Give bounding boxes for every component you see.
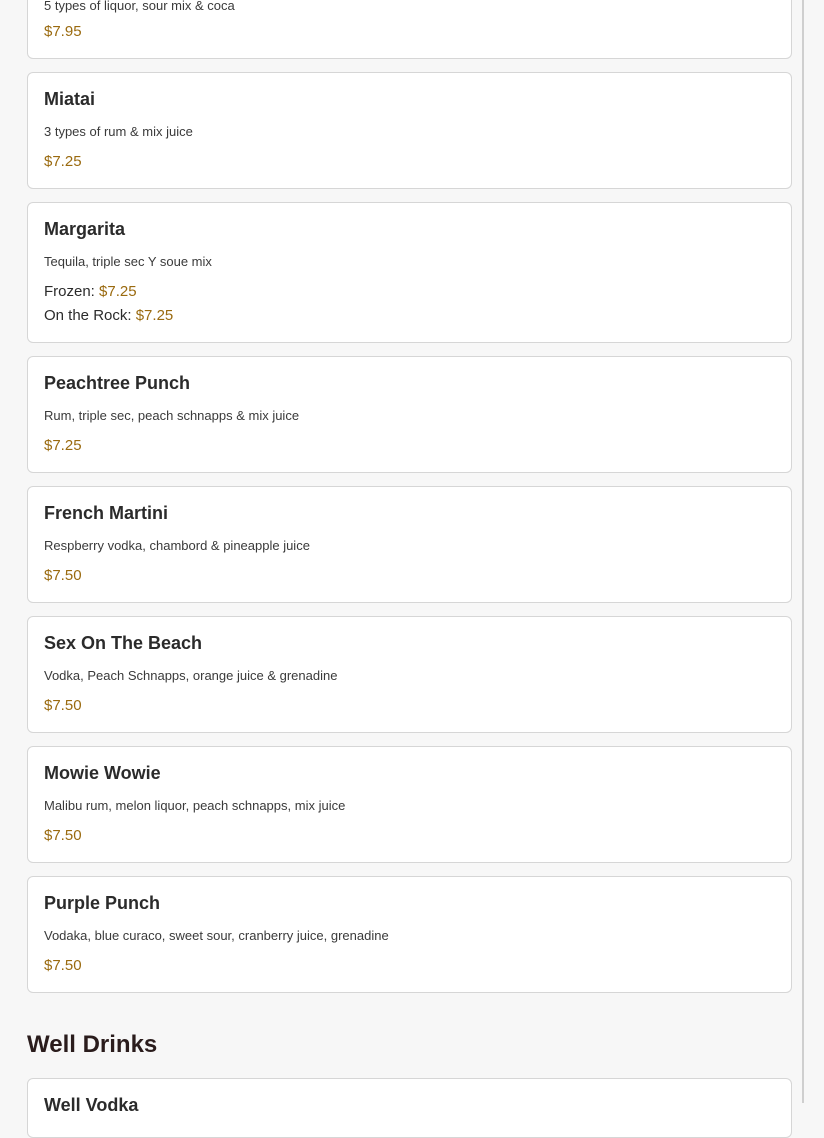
item-price: $7.95 [44, 23, 82, 40]
item-price-option [44, 307, 173, 324]
item-name: Sex On The Beach [44, 633, 203, 653]
item-description: 3 types of rum & mix juice [44, 124, 193, 139]
item-description: 5 types of liquor, sour mix & coca [44, 0, 235, 13]
menu-item-card[interactable] [27, 202, 792, 343]
item-name: Margarita [44, 219, 126, 239]
item-price: $7.50 [44, 957, 82, 974]
item-description: Malibu rum, melon liquor, peach schnapps, mix juice [44, 798, 346, 813]
item-price-option [44, 283, 137, 300]
item-description: Respberry vodka, chambord & pineapple juice [44, 538, 310, 553]
price-option-label: Frozen: [44, 283, 95, 300]
price-option-amount: $7.25 [135, 307, 174, 324]
menu-item-card[interactable] [27, 616, 792, 733]
item-price: $7.50 [44, 827, 82, 844]
item-price: $7.50 [44, 567, 82, 584]
menu-item-card[interactable] [27, 486, 792, 603]
item-name: Well Vodka [44, 1095, 139, 1115]
menu-item-card[interactable] [27, 72, 792, 189]
menu-item-card[interactable] [27, 876, 792, 993]
scroll-divider [802, 0, 804, 1103]
menu-item-card[interactable] [27, 356, 792, 473]
drinks-list [27, 0, 792, 1115]
item-price: $7.25 [44, 153, 82, 170]
item-name: French Martini [44, 503, 169, 523]
menu-item-card[interactable] [27, 746, 792, 863]
item-price: $7.50 [44, 697, 82, 714]
menu-item-card[interactable] [27, 1078, 792, 1138]
item-description: Rum, triple sec, peach schnapps & mix juice [44, 408, 300, 423]
item-name: Mowie Wowie [44, 763, 161, 783]
item-name: Purple Punch [44, 893, 161, 913]
item-description: Tequila, triple sec Y soue mix [44, 254, 212, 269]
item-name: Miatai [44, 89, 96, 109]
item-description: Vodka, Peach Schnapps, orange juice & grenadine [44, 668, 338, 683]
item-description: Vodaka, blue curaco, sweet sour, cranberry juice, grenadine [44, 928, 389, 943]
item-name: Peachtree Punch [44, 373, 191, 393]
price-option-amount: $7.25 [99, 283, 137, 300]
section-heading: Well Drinks [27, 1031, 158, 1058]
price-option-label: On the Rock: [44, 307, 132, 324]
menu-item-card[interactable] [27, 0, 792, 59]
item-price: $7.25 [44, 437, 82, 454]
